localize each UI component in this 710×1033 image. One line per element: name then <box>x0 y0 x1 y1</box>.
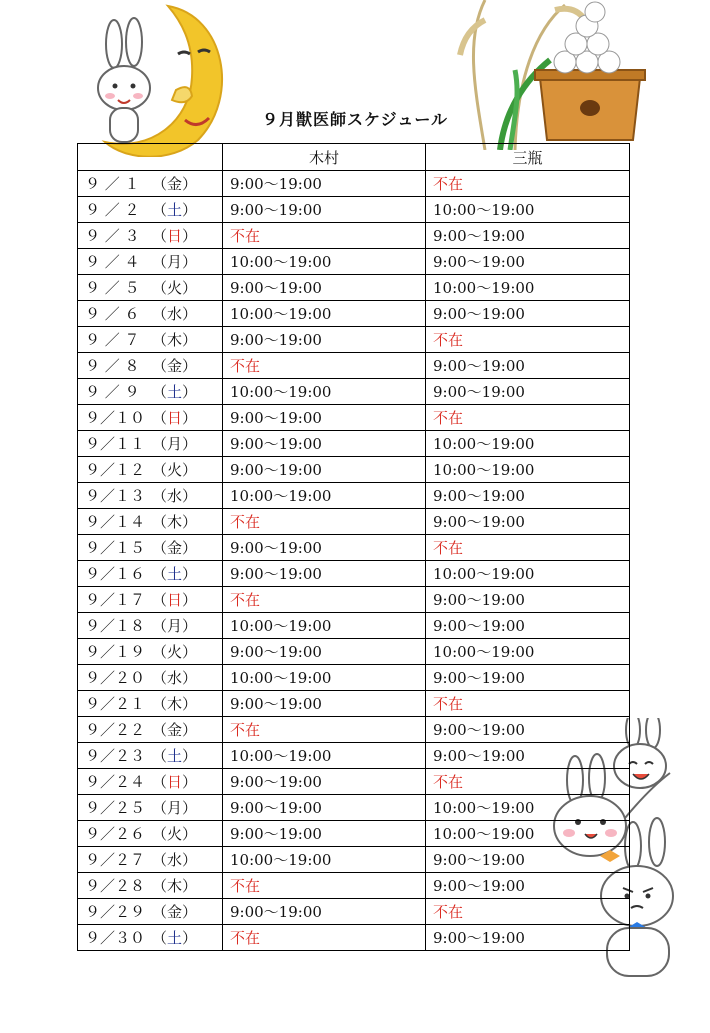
date-cell <box>78 301 223 327</box>
date-cell <box>78 821 223 847</box>
weekday-char: 日 <box>167 773 183 791</box>
page-title: ９月獣医師スケジュール <box>261 110 449 129</box>
date-cell <box>78 899 223 925</box>
staff-a-cell: 9:00〜19:00 <box>223 197 426 223</box>
weekday-label: （火） <box>152 825 198 843</box>
weekday-label: （金） <box>152 539 198 557</box>
table-row <box>78 483 630 509</box>
staff-b-cell: 不在 <box>426 327 630 353</box>
table-row <box>78 873 630 899</box>
weekday-char: 火 <box>167 461 183 479</box>
staff-b-cell: 10:00〜19:00 <box>426 639 630 665</box>
weekday-char: 木 <box>167 331 183 349</box>
weekday-char: 土 <box>167 747 183 765</box>
staff-b-cell: 10:00〜19:00 <box>426 197 630 223</box>
weekday-label: （月） <box>152 617 198 635</box>
weekday-char: 水 <box>167 487 183 505</box>
table-row <box>78 795 630 821</box>
date-cell <box>78 925 223 951</box>
weekday-char: 日 <box>167 227 183 245</box>
staff-b-cell: 9:00〜19:00 <box>426 483 630 509</box>
table-row <box>78 275 630 301</box>
table-row <box>78 197 630 223</box>
weekday-char: 土 <box>167 383 183 401</box>
staff-b-cell: 9:00〜19:00 <box>426 665 630 691</box>
weekday-char: 水 <box>167 669 183 687</box>
date-cell <box>78 847 223 873</box>
staff-a-cell: 9:00〜19:00 <box>223 769 426 795</box>
weekday-label: （金） <box>152 903 198 921</box>
weekday-label: （木） <box>152 877 198 895</box>
date-label: ９／２４ <box>85 773 146 791</box>
table-row <box>78 613 630 639</box>
staff-b-cell: 不在 <box>426 405 630 431</box>
date-label: ９ ／ ５ <box>85 279 140 297</box>
staff-a-cell: 10:00〜19:00 <box>223 743 426 769</box>
staff-b-cell: 9:00〜19:00 <box>426 353 630 379</box>
weekday-char: 金 <box>167 175 183 193</box>
date-label: ９／１２ <box>85 461 146 479</box>
weekday-label: （土） <box>152 747 198 765</box>
weekday-label: （木） <box>152 513 198 531</box>
table-row <box>78 223 630 249</box>
weekday-label: （日） <box>152 773 198 791</box>
staff-b-cell: 不在 <box>426 535 630 561</box>
staff-a-cell: 9:00〜19:00 <box>223 171 426 197</box>
staff-b-cell: 9:00〜19:00 <box>426 925 630 951</box>
date-cell <box>78 639 223 665</box>
staff-b-cell: 9:00〜19:00 <box>426 717 630 743</box>
staff-b-cell: 9:00〜19:00 <box>426 873 630 899</box>
weekday-char: 土 <box>167 565 183 583</box>
weekday-label: （水） <box>152 851 198 869</box>
staff-a-cell: 不在 <box>223 587 426 613</box>
staff-a-cell: 9:00〜19:00 <box>223 561 426 587</box>
date-label: ９／１１ <box>85 435 146 453</box>
date-cell <box>78 275 223 301</box>
table-row <box>78 587 630 613</box>
date-label: ９ ／ ３ <box>85 227 140 245</box>
date-label: ９／１３ <box>85 487 146 505</box>
weekday-char: 金 <box>167 539 183 557</box>
staff-b-cell: 9:00〜19:00 <box>426 847 630 873</box>
staff-a-cell: 10:00〜19:00 <box>223 379 426 405</box>
staff-a-cell: 不在 <box>223 223 426 249</box>
date-cell <box>78 171 223 197</box>
date-label: ９／２１ <box>85 695 146 713</box>
table-row <box>78 327 630 353</box>
date-label: ９／２９ <box>85 903 146 921</box>
date-cell <box>78 743 223 769</box>
date-label: ９／２２ <box>85 721 146 739</box>
date-label: ９／３０ <box>85 929 146 947</box>
table-row <box>78 431 630 457</box>
staff-a-cell: 9:00〜19:00 <box>223 405 426 431</box>
weekday-char: 日 <box>167 409 183 427</box>
date-label: ９／１７ <box>85 591 146 609</box>
date-cell <box>78 691 223 717</box>
date-cell <box>78 197 223 223</box>
date-cell <box>78 457 223 483</box>
weekday-char: 日 <box>167 591 183 609</box>
staff-b-cell: 9:00〜19:00 <box>426 743 630 769</box>
table-row <box>78 379 630 405</box>
weekday-label: （月） <box>152 435 198 453</box>
schedule-body <box>78 171 630 951</box>
table-row <box>78 171 630 197</box>
date-cell <box>78 483 223 509</box>
weekday-label: （日） <box>152 227 198 245</box>
date-label: ９ ／ １ <box>85 175 140 193</box>
staff-b-cell: 10:00〜19:00 <box>426 431 630 457</box>
staff-b-cell: 10:00〜19:00 <box>426 561 630 587</box>
weekday-label: （水） <box>152 487 198 505</box>
table-row <box>78 561 630 587</box>
weekday-label: （日） <box>152 409 198 427</box>
date-cell <box>78 353 223 379</box>
rabbit-on-moon-illustration <box>80 2 230 157</box>
weekday-char: 金 <box>167 357 183 375</box>
date-label: ９ ／ ８ <box>85 357 140 375</box>
staff-a-cell: 9:00〜19:00 <box>223 431 426 457</box>
weekday-label: （月） <box>152 799 198 817</box>
staff-a-cell: 9:00〜19:00 <box>223 457 426 483</box>
date-label: ９／２６ <box>85 825 146 843</box>
weekday-char: 月 <box>167 617 183 635</box>
table-row <box>78 353 630 379</box>
weekday-label: （土） <box>152 565 198 583</box>
date-label: ９／１６ <box>85 565 146 583</box>
weekday-char: 月 <box>167 799 183 817</box>
staff-b-cell: 9:00〜19:00 <box>426 223 630 249</box>
weekday-label: （水） <box>152 305 198 323</box>
date-label: ９ ／ ６ <box>85 305 140 323</box>
date-cell <box>78 873 223 899</box>
weekday-label: （土） <box>152 201 198 219</box>
staff-a-cell: 不在 <box>223 353 426 379</box>
staff-a-cell: 不在 <box>223 873 426 899</box>
date-label: ９／２７ <box>85 851 146 869</box>
weekday-char: 火 <box>167 825 183 843</box>
weekday-label: （土） <box>152 929 198 947</box>
staff-b-cell: 9:00〜19:00 <box>426 509 630 535</box>
date-label: ９／１８ <box>85 617 146 635</box>
weekday-label: （土） <box>152 383 198 401</box>
weekday-char: 木 <box>167 513 183 531</box>
date-label: ９ ／ ７ <box>85 331 140 349</box>
weekday-label: （金） <box>152 175 198 193</box>
date-cell <box>78 535 223 561</box>
table-row <box>78 457 630 483</box>
date-label: ９／２０ <box>85 669 146 687</box>
staff-b-cell: 不在 <box>426 899 630 925</box>
date-cell <box>78 249 223 275</box>
table-row <box>78 769 630 795</box>
staff-a-cell: 10:00〜19:00 <box>223 483 426 509</box>
staff-b-cell: 10:00〜19:00 <box>426 275 630 301</box>
table-row <box>78 717 630 743</box>
table-row <box>78 899 630 925</box>
staff-a-cell: 9:00〜19:00 <box>223 821 426 847</box>
table-row <box>78 743 630 769</box>
date-label: ９／１９ <box>85 643 146 661</box>
weekday-label: （金） <box>152 721 198 739</box>
staff-b-cell: 9:00〜19:00 <box>426 249 630 275</box>
staff-b-cell: 不在 <box>426 171 630 197</box>
table-row <box>78 249 630 275</box>
table-row <box>78 301 630 327</box>
staff-a-cell: 9:00〜19:00 <box>223 535 426 561</box>
table-row <box>78 847 630 873</box>
date-cell <box>78 587 223 613</box>
date-cell <box>78 613 223 639</box>
weekday-char: 土 <box>167 201 183 219</box>
weekday-label: （水） <box>152 669 198 687</box>
date-label: ９／２３ <box>85 747 146 765</box>
staff-a-cell: 10:00〜19:00 <box>223 665 426 691</box>
staff-a-cell: 9:00〜19:00 <box>223 691 426 717</box>
date-cell <box>78 431 223 457</box>
staff-a-cell: 9:00〜19:00 <box>223 795 426 821</box>
weekday-char: 火 <box>167 279 183 297</box>
staff-a-cell: 9:00〜19:00 <box>223 275 426 301</box>
weekday-label: （木） <box>152 331 198 349</box>
date-cell <box>78 509 223 535</box>
weekday-label: （金） <box>152 357 198 375</box>
date-cell <box>78 769 223 795</box>
weekday-label: （日） <box>152 591 198 609</box>
staff-b-cell: 不在 <box>426 769 630 795</box>
date-label: ９／２８ <box>85 877 146 895</box>
weekday-char: 土 <box>167 929 183 947</box>
date-label: ９／１０ <box>85 409 146 427</box>
table-row <box>78 639 630 665</box>
table-row <box>78 665 630 691</box>
staff-a-cell: 9:00〜19:00 <box>223 327 426 353</box>
weekday-char: 火 <box>167 643 183 661</box>
staff-a-cell: 不在 <box>223 717 426 743</box>
date-label: ９ ／ ２ <box>85 201 140 219</box>
staff-a-cell: 10:00〜19:00 <box>223 613 426 639</box>
date-cell <box>78 405 223 431</box>
staff-a-cell: 10:00〜19:00 <box>223 301 426 327</box>
date-cell <box>78 717 223 743</box>
staff-b-cell: 不在 <box>426 691 630 717</box>
staff-b-cell: 10:00〜19:00 <box>426 457 630 483</box>
date-cell <box>78 327 223 353</box>
staff-a-cell: 不在 <box>223 925 426 951</box>
staff-b-cell: 10:00〜19:00 <box>426 795 630 821</box>
staff-b-cell: 9:00〜19:00 <box>426 379 630 405</box>
weekday-char: 水 <box>167 851 183 869</box>
weekday-label: （火） <box>152 461 198 479</box>
date-label: ９ ／ ９ <box>85 383 140 401</box>
table-row <box>78 535 630 561</box>
schedule-table <box>77 143 630 951</box>
header-date <box>78 144 223 171</box>
header-staff-b: 三瓶 <box>426 144 630 171</box>
date-cell <box>78 379 223 405</box>
staff-a-cell: 10:00〜19:00 <box>223 249 426 275</box>
weekday-label: （火） <box>152 643 198 661</box>
weekday-char: 金 <box>167 903 183 921</box>
header-staff-a: 木村 <box>223 144 426 171</box>
weekday-char: 月 <box>167 435 183 453</box>
staff-a-cell: 9:00〜19:00 <box>223 639 426 665</box>
weekday-label: （木） <box>152 695 198 713</box>
weekday-label: （火） <box>152 279 198 297</box>
date-label: ９／１５ <box>85 539 146 557</box>
weekday-char: 水 <box>167 305 183 323</box>
date-cell <box>78 795 223 821</box>
weekday-char: 木 <box>167 877 183 895</box>
date-cell <box>78 561 223 587</box>
table-row <box>78 509 630 535</box>
weekday-label: （月） <box>152 253 198 271</box>
date-cell <box>78 665 223 691</box>
table-row <box>78 821 630 847</box>
weekday-char: 木 <box>167 695 183 713</box>
staff-a-cell: 9:00〜19:00 <box>223 899 426 925</box>
date-label: ９／２５ <box>85 799 146 817</box>
staff-a-cell: 不在 <box>223 509 426 535</box>
date-label: ９ ／ ４ <box>85 253 140 271</box>
date-cell <box>78 223 223 249</box>
staff-b-cell: 10:00〜19:00 <box>426 821 630 847</box>
table-row <box>78 691 630 717</box>
staff-a-cell: 10:00〜19:00 <box>223 847 426 873</box>
weekday-char: 月 <box>167 253 183 271</box>
weekday-char: 金 <box>167 721 183 739</box>
table-row <box>78 405 630 431</box>
staff-b-cell: 9:00〜19:00 <box>426 301 630 327</box>
table-header-row <box>78 144 630 171</box>
staff-b-cell: 9:00〜19:00 <box>426 587 630 613</box>
staff-b-cell: 9:00〜19:00 <box>426 613 630 639</box>
date-label: ９／１４ <box>85 513 146 531</box>
table-row <box>78 925 630 951</box>
